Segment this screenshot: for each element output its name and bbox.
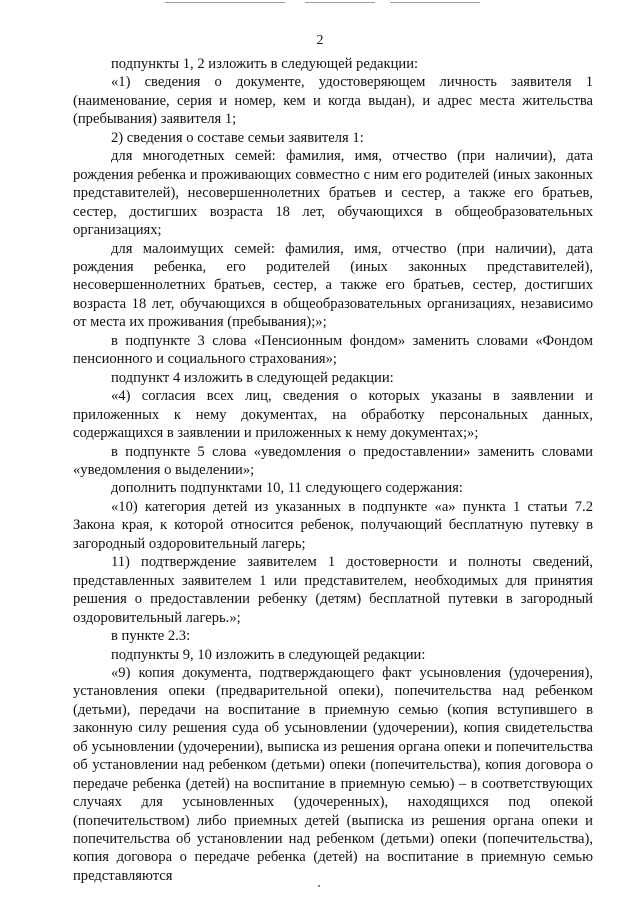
paragraph: в пункте 2.3: xyxy=(111,628,191,645)
paragraph: 2) сведения о составе семьи заявителя 1: xyxy=(111,129,364,146)
paragraph: подпункт 4 изложить в следующей редакции: xyxy=(111,369,394,386)
paragraph: дополнить подпунктами 10, 11 следующего содержания: xyxy=(111,480,463,497)
paragraph: в подпункте 5 слова «уведомления о предоставлении» заменить словами «уведомления о выделении»; xyxy=(73,443,593,478)
paragraph: «1) сведения о документе, удостоверяющем личность заявителя 1 (наименование, серия и номер, кем и когда выдан), и адрес места жительства (пребывания) заявителя 1; xyxy=(73,74,593,128)
paragraph: «4) согласия всех лиц, сведения о которых указаны в заявлении и приложенных к нему документах, на обработку персональных данных, содержащихся в заявлении и приложенных к нему документах;»; xyxy=(73,388,593,442)
paragraph: «9) копия документа, подтверждающего факт усыновления (удочерения), установления опеки (предварительной опеки), попечительства над ребенком (детьми), передачи на воспитание в приемную семью (копия вступившего в законную силу решения суда об усыновлении (удочерении), копия свидетельства об усыновлении (удочерении), выписка из решения органа опеки и попечительства об установлении над ребенком (детьми) опеки (попечительства), копия договора о передаче ребенка (детей) на воспитание в приемную семью) – в соответствующих случаях для усыновленных (удочеренных), находящихся под опекой (попечительством) либо приемных детей (выписка из решения органа опеки и попечительства об установлении над ребенком (детьми) опеки (попечительства), копия договора о передаче ребенка (детей) на воспитание в приемную семью представляются xyxy=(73,664,593,884)
paragraph: для малоимущих семей: фамилия, имя, отчество (при наличии), дата рождения ребенка, его родителей (иных законных представителей), несовершеннолетних братьев, сестер, а также его братьев, сестер, достигших возраста 18 лет, обучающихся в общеобразовательных организациях, независимо от места их проживания (пребывания);»; xyxy=(73,240,593,331)
paragraph: в подпункте 3 слова «Пенсионным фондом» заменить словами «Фондом пенсионного и социального страхования»; xyxy=(73,332,593,368)
page-number: 2 xyxy=(316,33,324,48)
document-body xyxy=(73,55,593,885)
paragraph: «10) категория детей из указанных в подпункте «а» пункта 1 статьи 7.2 Закона края, к которой относится ребенок, получающий бесплатную путевку в загородный оздоровительный лагерь; xyxy=(73,498,593,552)
top-rule-left xyxy=(165,2,285,3)
scan-dot xyxy=(318,885,320,887)
paragraph: для многодетных семей: фамилия, имя, отчество (при наличии), дата рождения ребенка и проживающих совместно с ним его родителей (иных законных представителей), несовершеннолетних братьев и сестер, а также его братьев, сестер, достигших возраста 18 лет, обучающихся в общеобразовательных организациях; xyxy=(73,148,593,239)
top-rule-middle xyxy=(305,2,375,3)
paragraph: подпункты 1, 2 изложить в следующей редакции: xyxy=(111,56,419,72)
top-rule-right xyxy=(390,2,480,3)
paragraph: 11) подтверждение заявителем 1 достоверности и полноты сведений, представленных заявителем 1 или представителем, необходимых для принятия решения о предоставлении ребенку (детям) бесплатной путевки в загородный оздоровительный лагерь.»; xyxy=(73,554,593,626)
paragraph: подпункты 9, 10 изложить в следующей редакции: xyxy=(111,646,426,663)
